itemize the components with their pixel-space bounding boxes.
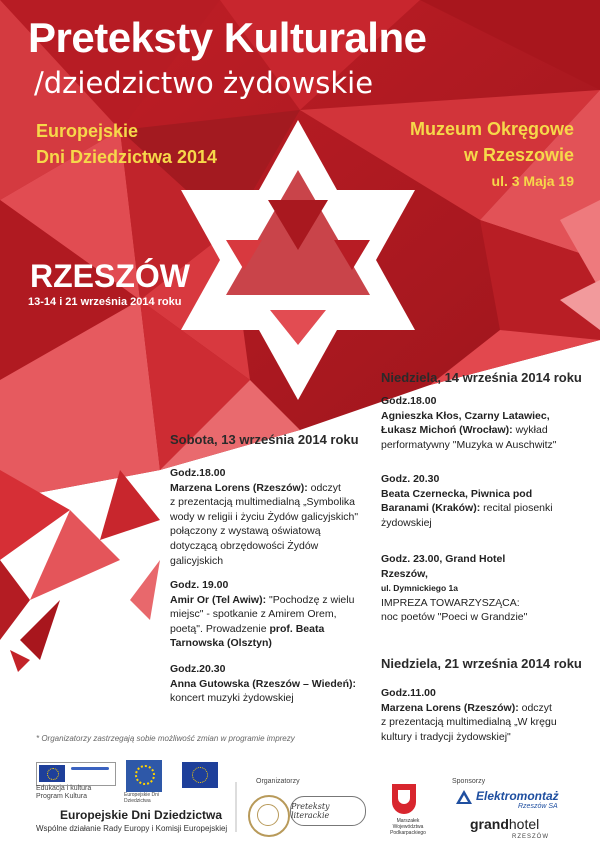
- hotel-word: hotel: [508, 816, 540, 832]
- city-name: RZESZÓW: [30, 258, 190, 294]
- sponsor-grandhotel: [470, 816, 539, 832]
- sponsors-label: Sponsorzy: [452, 778, 486, 785]
- event-text: odczyt: [521, 701, 552, 714]
- event-text: noc poetów "Poeci w Grandzie": [381, 611, 528, 624]
- saturday-event-1: [170, 466, 380, 568]
- eu-text-1: Edukacja i kultura: [36, 785, 92, 792]
- preteksty-logo: Preteksty literackie: [290, 796, 366, 826]
- sunday14-event-3: [381, 552, 591, 625]
- event-text: odczyt: [310, 481, 341, 494]
- saturday-event-3: [170, 662, 390, 706]
- event-venue: Rzeszów,: [381, 567, 428, 580]
- sunday14-heading: Niedziela, 14 września 2014 roku: [381, 370, 582, 385]
- museum-street: ul. 3 Maja 19: [491, 173, 574, 189]
- event-speaker: Agnieszka Kłos, Czarny Latawiec,: [381, 409, 550, 422]
- edd-line-1: Europejskie: [36, 121, 139, 141]
- museum-line-2: w Rzeszowie: [463, 145, 574, 165]
- event-text: żydowskiej: [381, 516, 432, 529]
- edd-footer-subtitle: Wspólne działanie Rady Europy i Komisji Europejskiej: [36, 824, 228, 833]
- event-text: z prezentacją multimedialną „Symbolika: [170, 496, 355, 509]
- sunday21-heading: Niedziela, 21 września 2014 roku: [381, 656, 582, 671]
- council-of-europe-logo: [182, 762, 218, 788]
- event-text: poetą". Prowadzenie: [170, 622, 267, 635]
- event-text: dotyczącą obrzędowości Żydów: [170, 539, 319, 552]
- museum-seal-logo: [248, 795, 290, 837]
- sponsor-elektromontaz: Elektromontaż: [476, 789, 559, 803]
- edd-label: [36, 118, 217, 170]
- sunday21-event-1: [381, 686, 586, 744]
- edd-line-2: Dni Dziedzictwa 2014: [36, 147, 218, 167]
- sponsor-elektromontaz-sub: Rzeszów SA: [518, 803, 558, 810]
- event-text: kultury i tradycji żydowskiej": [381, 730, 511, 743]
- edd-logo: [126, 760, 162, 792]
- sunday14-event-1: [381, 394, 586, 452]
- event-text: performatywny "Muzyka w Auschwitz": [381, 438, 557, 451]
- event-speaker: Łukasz Michoń (Wrocław):: [381, 424, 513, 437]
- event-text: koncert muzyki żydowskiej: [170, 692, 294, 705]
- event-text: wykład: [515, 424, 548, 437]
- event-speaker: Marzena Lorens (Rzeszów):: [170, 481, 308, 494]
- event-text: "Pochodzę z wielu: [269, 593, 355, 606]
- event-time: Godz.20.30: [170, 663, 226, 675]
- event-speaker: Amir Or (Tel Awiw):: [170, 593, 267, 606]
- edd-footer-title: Europejskie Dni Dziedzictwa: [60, 808, 223, 822]
- event-host: Tarnowska (Olsztyn): [170, 637, 272, 650]
- event-text: galicyjskich: [170, 554, 224, 567]
- eu-culture-logo: [36, 762, 116, 786]
- program-note: * Organizatorzy zastrzegają sobie możliwość zmian w programie imprezy: [36, 734, 295, 743]
- eu-text-2: Program Kultura: [36, 793, 87, 800]
- poster-subtitle: /dziedzictwo żydowskie: [34, 66, 374, 100]
- museum-label: [410, 116, 574, 194]
- saturday-heading: Sobota, 13 września 2014 roku: [170, 432, 359, 447]
- marshal-text: Marszałek Województwa Podkarpackiego: [390, 818, 426, 836]
- event-time: Godz. 19.00: [170, 579, 229, 591]
- eu-flag-icon: [39, 765, 65, 782]
- event-text: wody w religii i życiu Żydów galicyjskich": [170, 510, 359, 523]
- saturday-event-2: [170, 578, 380, 651]
- voivodeship-crest-icon: [392, 784, 416, 814]
- grand-word: grand: [470, 816, 509, 832]
- edd-logo-text: Europejskie Dni Dziedzictwa: [124, 792, 160, 804]
- edd-stars-icon: [135, 765, 155, 785]
- event-speaker: Marzena Lorens (Rzeszów):: [381, 701, 519, 714]
- event-text: połączony z wystawą oświatową: [170, 525, 321, 538]
- poster-title: Preteksty Kulturalne: [28, 14, 427, 61]
- stars-circle-icon: [192, 767, 208, 783]
- event-host: prof. Beata: [269, 622, 325, 635]
- event-time: Godz.18.00: [170, 467, 226, 479]
- event-dates: 13-14 i 21 września 2014 roku: [28, 296, 182, 308]
- sponsor-grandhotel-sub: RZESZÓW: [512, 834, 549, 840]
- event-speaker: Anna Gutowska (Rzeszów – Wiedeń):: [170, 677, 357, 690]
- organizers-label: Organizatorzy: [256, 778, 300, 785]
- event-time: Godz. 20.30: [381, 473, 440, 485]
- event-text: recital piosenki: [483, 502, 553, 515]
- sunday14-event-2: [381, 472, 586, 530]
- event-speaker: Baranami (Kraków):: [381, 502, 481, 515]
- event-address: ul. Dymnickiego 1a: [381, 583, 458, 594]
- event-speaker: Beata Czernecka, Piwnica pod: [381, 487, 533, 500]
- event-text: z prezentacją multimedialną „W kręgu: [381, 716, 557, 729]
- event-text: miejsc" - spotkanie z Amirem Orem,: [170, 608, 337, 621]
- event-time: Godz.11.00: [381, 687, 436, 699]
- elektromontaz-icon: [456, 790, 472, 804]
- museum-line-1: Muzeum Okręgowe: [409, 119, 574, 139]
- event-time: Godz. 23.00, Grand Hotel: [381, 553, 506, 565]
- event-time: Godz.18.00: [381, 395, 437, 407]
- event-text: IMPREZA TOWARZYSZĄCA:: [381, 596, 520, 609]
